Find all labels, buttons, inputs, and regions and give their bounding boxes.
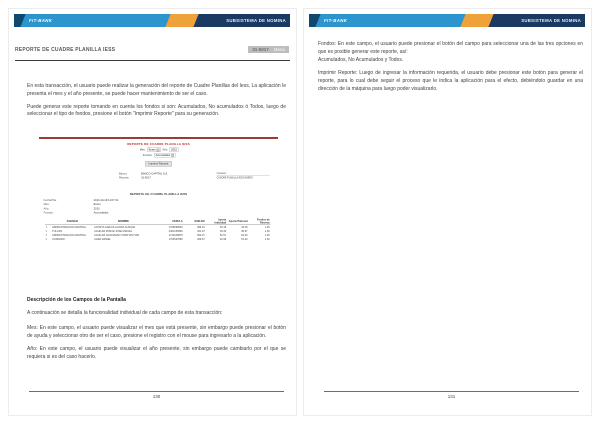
col-header: CEDULA (153, 218, 183, 225)
page-left (8, 8, 297, 416)
cell: AGUILAR PONCE JOSE MIGUEL (94, 229, 133, 233)
cell: 1.36 (264, 237, 270, 241)
mes-value: Enero (148, 148, 156, 152)
anio-label: Año: (162, 148, 168, 152)
cell: AGUILAR VALDIVIESO CRISTIAN IVAN (94, 233, 140, 237)
imprimir-reporte-button[interactable]: Imprimir Reporte (145, 161, 172, 166)
info-label: Año: (43, 206, 50, 210)
info-label: Fecha/Hra: (43, 198, 57, 202)
report-meta-right (217, 172, 270, 180)
usuario-value: CUADRE PLANILLA IESS ENERO (217, 176, 270, 180)
cell: 52.57 (219, 233, 227, 237)
field-description-imprimir: Imprimir Reporte: Luego de ingresar la información requerida, el usuario debe presionar este botón para generar el reporte, para lo cual debe seguir el proceso que le indica la aplicación para el efecto, debiéndolo guardar en una dirección de la máquina para luego poder visualizarlo. (318, 70, 583, 92)
cell: 386.91 (197, 225, 205, 229)
banner-accent-shape (309, 14, 321, 27)
col-header: NOMBRE (93, 218, 153, 225)
info-row (44, 211, 278, 215)
cell: ADMINISTRACION CENTRAL (52, 233, 87, 237)
cell: 1 (45, 225, 48, 229)
cell: 421.67 (197, 229, 205, 233)
field-description-anio: Año: En este campo, el usuario puede visualizar el año presente, sin embargo puede cambiarlo por el que se requiera si es del caso hacerlo. (27, 346, 286, 360)
section-intro: A continuación se detalla la funcionalidad individual de cada campo de esta transacción: (27, 310, 223, 316)
info-label: Mes: (43, 202, 50, 206)
dropdown-arrow-icon[interactable] (157, 148, 160, 151)
cell: 3 (45, 233, 48, 237)
cell: 1704567890 (168, 237, 183, 241)
fondos-value: Acumulados (155, 153, 171, 157)
info-label: Fondos: (43, 211, 54, 215)
cell: 1.36 (264, 233, 270, 237)
col-header: Aporte Individual (205, 218, 226, 225)
cell: 2 (45, 229, 48, 233)
table-row (45, 237, 270, 241)
dropdown-arrow-icon[interactable] (171, 154, 174, 157)
cell: 51.20 (241, 237, 248, 241)
field-description-fondos-options: Acumulados, No Acumulados y Todos. (318, 56, 404, 63)
cell: CONDADO (52, 237, 65, 241)
screenshot-form-row-2 (39, 153, 278, 157)
menu-link[interactable]: Menú (273, 47, 285, 52)
cell: 4 (45, 237, 48, 241)
title-divider (15, 60, 290, 61)
report-info (44, 198, 278, 215)
banner-accent-shape (14, 14, 26, 27)
transaction-title: REPORTE DE CUADRE PLANILLA IESS (15, 46, 116, 53)
embedded-screenshot-canvas (39, 137, 278, 284)
meta-value: 31-5017 (141, 176, 151, 180)
report-meta (39, 172, 278, 188)
screenshot-form-title: REPORTE DE CUADRE PLANILLA IESS (127, 142, 190, 146)
col-header: SUELDO (183, 218, 205, 225)
report-table (45, 218, 270, 241)
page-footer (29, 391, 284, 399)
cell: 39.43 (219, 229, 227, 233)
cell: 1708098694 (168, 225, 183, 229)
brand-logo: FIT-BANK (29, 18, 53, 23)
fondos-label: Fondos: (142, 153, 153, 157)
page-number: 131 (447, 394, 456, 399)
meta-value: BANCO CAPITAL S.A. (141, 171, 168, 175)
intro-paragraph-2: Puede generar este reporte tomando en cuenta los fondos si son: Acumulados, No acumulados ó Todos, luego de seleccionar el tipo de fondos, presione el botón "Imprimir Reporte" para su generación. (27, 103, 286, 118)
anio-input[interactable]: 2010 (170, 148, 177, 152)
info-value: 2010 (93, 206, 100, 210)
subsystem-title: SUBSISTEMA DE NOMINA (521, 18, 581, 23)
transaction-code-badge[interactable] (248, 46, 289, 53)
cell: TULCAN (52, 229, 63, 233)
mes-dropdown[interactable] (147, 148, 160, 152)
banner-navy-shape (193, 14, 290, 27)
cell: 1.36 (264, 229, 270, 233)
info-value: Acumulados (93, 211, 109, 215)
footer-divider (324, 391, 579, 392)
screenshot-button-row (39, 160, 278, 166)
col-header: AGENCIA (51, 218, 93, 225)
page-right (303, 8, 592, 416)
page-number: 130 (152, 394, 161, 399)
report-table-body (45, 225, 270, 241)
screenshot-form-row-1 (39, 148, 278, 152)
cell: ADMINISTRACION CENTRAL (52, 225, 87, 229)
field-description-mes: Mes: En este campo, el usuario puede visualizar el mes que está presente, sin embargo puede presionar el botón de ayuda y seleccionar otro de ser el caso, presione el registro con el mouse para ingresarlo a la aplicación. (27, 324, 286, 339)
usuario-label: Usuario: (216, 171, 227, 175)
cell: 459.67 (197, 237, 205, 241)
col-header: Aporte Patronal (227, 218, 248, 225)
cell: AGRA DANIEL (94, 237, 111, 241)
meta-label: Banco: (118, 171, 128, 175)
col-header: Fondos de Reserva (248, 218, 270, 225)
banner-navy-shape (488, 14, 585, 27)
subsystem-title: SUBSISTEMA DE NOMINA (226, 18, 286, 23)
cell: 562.27 (197, 233, 205, 237)
info-value: 2010-10-19 11:07:31 (93, 198, 119, 202)
intro-paragraph-1: En esta transacción, el usuario puede realizar la generación del reporte de Cuadre Planillas del Iess. La aplicación le presenta el mes y el año presente, se puede hacer mantenimiento de ser el caso. (27, 83, 286, 97)
cell: 1712045878 (168, 233, 183, 237)
report-title: REPORTE DE CUADRE PLANILLA IESS (129, 192, 188, 196)
embedded-screenshot (39, 137, 278, 284)
cell: ACOSTA GARCIA GLORIA SUSANA (94, 225, 136, 229)
fondos-dropdown[interactable] (154, 153, 175, 157)
cell: 1.36 (264, 225, 270, 229)
meta-label: Reporte: (118, 176, 130, 180)
mes-label: Mes: (139, 148, 146, 152)
cell: 62.63 (241, 233, 248, 237)
transaction-code: 31-5017 (252, 47, 269, 52)
cell: 0401235566 (168, 229, 183, 233)
info-value: Enero (93, 202, 101, 206)
brand-logo: FIT-BANK (324, 18, 348, 23)
cell: 36.16 (219, 225, 227, 229)
page-header-banner (14, 14, 290, 27)
footer-divider (29, 391, 284, 392)
transaction-title-row (15, 46, 289, 53)
page-footer (324, 391, 579, 399)
section-heading: Descripción de los Campos de la Pantalla (27, 297, 126, 303)
field-description-fondos: Fondos: En este campo, el usuario puede presionar el botón del campo para seleccionar una de las tres opciones en que es posible generar este reporte, así: (318, 41, 583, 55)
cell: 46.97 (241, 229, 248, 233)
page-header-banner (309, 14, 585, 27)
cell: 43.08 (241, 225, 248, 229)
cell: 42.98 (219, 237, 227, 241)
